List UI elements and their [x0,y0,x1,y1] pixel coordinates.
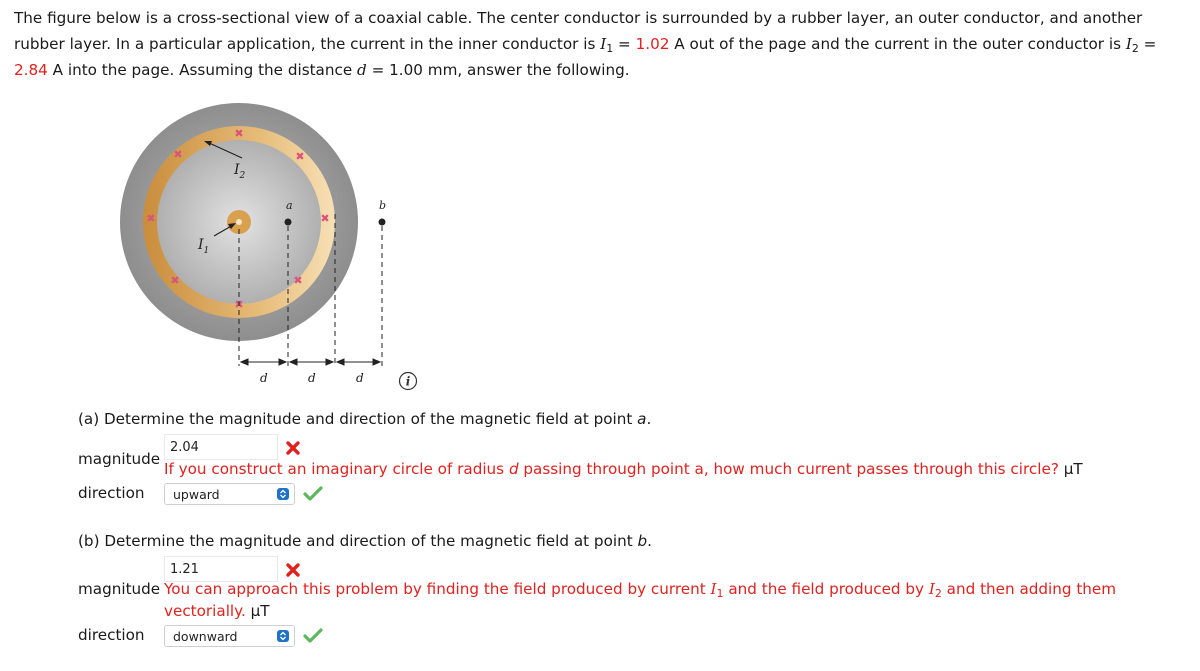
part-b-magnitude-input[interactable]: 1.21 [164,556,278,582]
part-a-hint: If you construct an imaginary circle of radius d passing through point a, how much current passes through this circle? µT [164,460,1083,478]
into-page-mark: ✖ [320,212,330,225]
into-page-mark: ✖ [295,150,305,163]
problem-text-2: rubber layer. In a particular application, the current in the inner conductor is [14,35,596,53]
point-a [285,219,292,226]
part-a-magnitude-label: magnitude [78,450,161,468]
part-a-question: (a) Determine the magnitude and direction of the magnetic field at point a. [78,410,652,428]
dim-label-d: d [260,371,268,385]
i1-subscript: 1 [606,42,614,55]
i2-value: 2.84 [14,61,48,79]
problem-text-1: The figure below is a cross-sectional view of a coaxial cable. The center conductor is surrounded by a rubber layer, an outer conductor, and another [14,9,1143,27]
part-a-magnitude-input[interactable]: 2.04 [164,434,278,460]
select-arrows-icon [277,488,289,500]
dim-label-d: d [308,371,316,385]
problem-statement [14,5,1194,83]
point-b [379,219,386,226]
coax-svg [108,94,428,394]
into-page-mark: ✖ [170,274,180,287]
problem-text-4: A into the page. Assuming the distance [47,61,353,79]
i2-figure-label: $I_2$ [234,162,246,181]
into-page-mark: ✖ [234,127,244,140]
i1-figure-label: $I_1$ [198,237,210,256]
equals-sign-2: = [1138,35,1157,53]
problem-text-3: A out of the page and the current in the outer conductor is [669,35,1121,53]
into-page-mark: ✖ [234,298,244,311]
i1-value: 1.02 [635,35,670,53]
dim-label-d: d [356,371,364,385]
part-a-incorrect-icon [285,440,301,460]
i1-symbol: I [600,35,607,53]
part-a-direction-label: direction [78,484,145,502]
part-b-correct-icon [303,627,323,647]
part-a-direction-select[interactable]: upward [164,483,295,505]
point-a-label: a [286,199,293,212]
equals-sign: = [613,35,636,53]
out-of-page-dot [236,219,242,225]
unit-label: µT [245,602,270,620]
unit-label: µT [1058,460,1083,478]
into-page-mark: ✖ [173,148,183,161]
part-b-question: (b) Determine the magnitude and direction of the magnetic field at point b. [78,532,652,550]
into-page-mark: ✖ [146,212,156,225]
select-arrows-icon [277,630,289,642]
point-b-label: b [379,199,387,212]
part-b-magnitude-label: magnitude [78,580,161,598]
into-page-mark: ✖ [293,274,303,287]
part-a-correct-icon [303,485,323,505]
svg-text:i: i [405,374,411,389]
part-b-direction-select[interactable]: downward [164,625,295,647]
part-b-hint: You can approach this problem by finding the field produced by current $I_1$ and the field produced by $I_2$ and then adding them vectorially. µT [164,580,1117,620]
info-icon[interactable] [398,371,418,395]
d-symbol: d [357,61,367,79]
i2-symbol: I [1125,35,1132,53]
coaxial-cable-figure [108,94,428,394]
i2-subscript: 2 [1131,42,1139,55]
part-b-direction-label: direction [78,626,145,644]
problem-text-5: = 1.00 mm, answer the following. [366,61,630,79]
